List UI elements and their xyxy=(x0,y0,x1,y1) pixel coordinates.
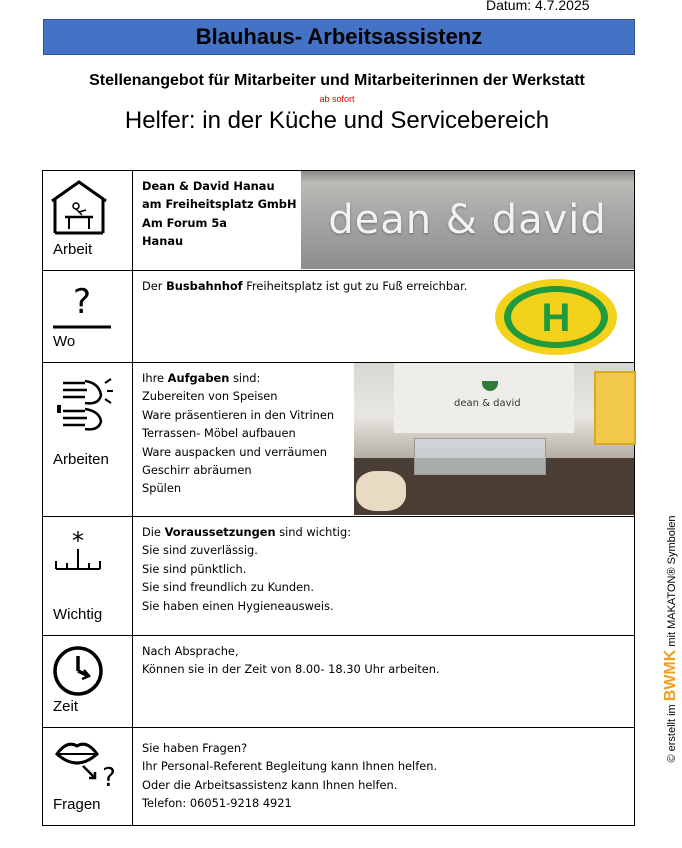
contact-text xyxy=(142,739,437,813)
start-note: ab sofort xyxy=(319,94,355,104)
content-wichtig xyxy=(133,517,635,636)
content-zeit xyxy=(133,636,635,728)
employer-address xyxy=(142,177,296,251)
content-arbeit xyxy=(133,171,635,271)
requirement-item: Sie haben einen Hygieneausweis. xyxy=(142,598,334,613)
location-text xyxy=(142,277,467,295)
requirements-intro-bold: Voraussetzungen xyxy=(164,525,276,539)
kitchen-photo xyxy=(354,363,634,515)
icon-cell-arbeiten xyxy=(43,363,133,517)
job-title: Helfer: in der Küche und Servicebereich xyxy=(124,107,550,134)
tasks-intro-pre: Ihre xyxy=(142,371,168,385)
content-wo xyxy=(133,271,635,363)
tasks-list xyxy=(142,369,334,498)
address-line: Dean & David Hanau xyxy=(142,179,275,193)
kitchen-brand: dean & david xyxy=(454,398,521,409)
hours-line: Nach Absprache, xyxy=(142,644,239,658)
address-line: am Freiheitsplatz GmbH xyxy=(142,197,297,212)
tasks-intro-post: sind: xyxy=(229,371,261,385)
photo-vitrine xyxy=(414,438,546,475)
svg-text:?: ? xyxy=(102,763,116,793)
task-item: Ware präsentieren in den Vitrinen xyxy=(142,407,335,422)
menu-board xyxy=(594,371,636,445)
bus-stop-letter: H xyxy=(541,296,571,340)
svg-text:?: ? xyxy=(72,282,92,322)
row-wo xyxy=(43,271,635,363)
row-label-wo: Wo xyxy=(53,333,76,350)
icon-cell-wichtig xyxy=(43,517,133,636)
contact-line: Ihr Personal-Referent Begleitung kann Ihnen helfen. xyxy=(142,759,438,774)
content-fragen xyxy=(133,734,635,832)
requirement-item: Sie sind pünktlich. xyxy=(142,561,247,576)
contact-line: Oder die Arbeitsassistenz kann Ihnen helfen. xyxy=(142,777,398,792)
mouth-question-icon xyxy=(53,734,119,794)
row-arbeiten xyxy=(43,363,635,517)
requirement-item: Sie sind zuverlässig. xyxy=(142,543,258,558)
icon-cell-zeit xyxy=(43,636,133,728)
row-label-fragen: Fragen xyxy=(53,796,101,813)
address-line: Hanau xyxy=(142,234,184,249)
content-arbeiten xyxy=(133,363,635,517)
task-item: Spülen xyxy=(142,481,182,496)
row-label-arbeiten: Arbeiten xyxy=(53,451,109,468)
page-title: Blauhaus- Arbeitsassistenz xyxy=(43,19,635,55)
document-date: Datum: 4.7.2025 xyxy=(486,0,590,13)
task-item: Ware auspacken und verräumen xyxy=(142,444,327,459)
task-item: Terrassen- Möbel aufbauen xyxy=(142,426,296,441)
clock-icon xyxy=(51,644,105,698)
row-arbeit xyxy=(43,171,635,271)
location-bold: Busbahnhof xyxy=(166,279,243,293)
requirements-intro-post: sind wichtig: xyxy=(275,525,352,539)
icon-cell-wo xyxy=(43,271,133,363)
credit-text xyxy=(662,494,682,784)
location-pre: Der xyxy=(142,279,167,293)
contact-phone: Telefon: 06051-9218 4921 xyxy=(142,796,292,811)
house-workbench-icon xyxy=(49,179,109,235)
tasks-intro xyxy=(142,369,334,387)
storefront-sign: dean & david xyxy=(328,196,607,243)
location-post: Freiheitsplatz ist gut zu Fuß erreichbar. xyxy=(242,279,468,293)
row-label-wichtig: Wichtig xyxy=(53,606,103,623)
makaton-credit xyxy=(652,494,679,784)
credit-post: mit MAKATON® Symbolen xyxy=(666,515,678,647)
row-zeit xyxy=(43,636,635,728)
bus-stop-sign-icon xyxy=(493,277,619,357)
hands-working-icon xyxy=(55,377,113,433)
question-mark-icon xyxy=(51,281,113,331)
svg-text:*: * xyxy=(72,527,84,555)
requirements-intro-pre: Die xyxy=(142,525,165,539)
offer-heading: Stellenangebot für Mitarbeiter und Mitarbeiterinnen der Werkstatt xyxy=(89,72,585,89)
row-fragen xyxy=(43,728,635,826)
requirement-item: Sie sind freundlich zu Kunden. xyxy=(142,580,314,595)
row-label-arbeit: Arbeit xyxy=(53,241,93,258)
bwmk-logo: BWMK xyxy=(662,649,679,702)
tasks-intro-bold: Aufgaben xyxy=(167,371,230,385)
photo-plates xyxy=(356,471,406,511)
requirements-intro xyxy=(142,523,351,541)
icon-cell-fragen xyxy=(43,728,133,826)
icon-cell-arbeit xyxy=(43,171,133,271)
hours-line: Können sie in der Zeit von 8.00- 18.30 Uhr arbeiten. xyxy=(142,662,440,677)
task-item: Zubereiten von Speisen xyxy=(142,389,278,404)
job-details-table xyxy=(42,170,635,826)
row-wichtig xyxy=(43,517,635,636)
address-line: Am Forum 5a xyxy=(142,215,227,230)
task-item: Geschirr abräumen xyxy=(142,463,252,478)
storefront-photo xyxy=(301,171,634,269)
work-hours-text xyxy=(142,642,440,679)
row-label-zeit: Zeit xyxy=(53,698,79,715)
requirements-list xyxy=(142,523,351,615)
contact-line: Sie haben Fragen? xyxy=(142,741,248,755)
credit-pre: © erstellt im xyxy=(666,704,678,763)
asterisk-important-icon xyxy=(53,529,103,573)
